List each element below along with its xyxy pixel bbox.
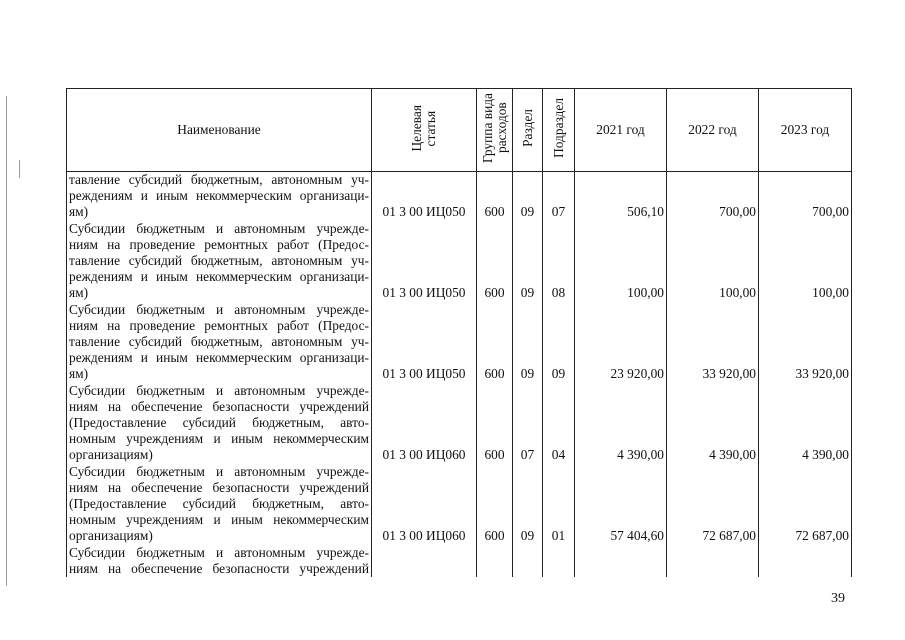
row-target-article: 01 3 00 ИЦ050 xyxy=(372,221,477,302)
row-name xyxy=(67,545,372,577)
row-section: 09 xyxy=(513,302,543,383)
row-expense-group: 600 xyxy=(477,221,513,302)
row-expense-group: 600 xyxy=(477,302,513,383)
row-name xyxy=(67,172,372,221)
row-name-line: Субсидии бюджетным и автономным учрежде- xyxy=(69,301,369,317)
row-target-article: 01 3 00 ИЦ060 xyxy=(372,383,477,464)
row-2021 xyxy=(575,545,667,577)
row-section: 07 xyxy=(513,383,543,464)
row-name-line: организациям) xyxy=(69,447,153,463)
page-number: 39 xyxy=(831,591,845,606)
table-row xyxy=(67,383,852,464)
row-name-line: реждениям и иным некоммерческим организаци- xyxy=(69,269,369,285)
table-header-row xyxy=(67,89,852,172)
row-section: 09 xyxy=(513,464,543,545)
row-name-line: Субсидии бюджетным и автономным учрежде- xyxy=(69,220,369,236)
row-name-line: ям) xyxy=(69,366,89,382)
row-2021: 57 404,60 xyxy=(575,464,667,545)
row-2022: 700,00 xyxy=(667,172,759,221)
row-name-line: Субсидии бюджетным и автономным учрежде- xyxy=(69,382,369,398)
header-section: Раздел xyxy=(513,89,543,172)
row-name-line: реждениям и иным некоммерческим организаци- xyxy=(69,188,369,204)
row-subsection: 09 xyxy=(543,302,575,383)
row-section: 09 xyxy=(513,221,543,302)
header-target-article-text: Целевая статья xyxy=(409,104,438,152)
row-expense-group: 600 xyxy=(477,464,513,545)
scan-edge-mark xyxy=(19,160,20,178)
table-row xyxy=(67,302,852,383)
row-2023: 4 390,00 xyxy=(759,383,852,464)
header-subsection: Подраздел xyxy=(543,89,575,172)
row-2022: 33 920,00 xyxy=(667,302,759,383)
row-name-line: тавление субсидий бюджетным, автономным уч- xyxy=(69,172,369,187)
row-name-line: ниям на проведение ремонтных работ (Предос- xyxy=(69,317,369,333)
row-section: 09 xyxy=(513,172,543,221)
row-name-line: ниям на обеспечение безопасности учреждений xyxy=(69,479,369,495)
header-2023: 2023 год xyxy=(759,89,852,172)
table-row xyxy=(67,545,852,577)
row-expense-group: 600 xyxy=(477,172,513,221)
row-2022 xyxy=(667,545,759,577)
header-2021: 2021 год xyxy=(575,89,667,172)
header-2022: 2022 год xyxy=(667,89,759,172)
table-row xyxy=(67,172,852,221)
row-name-line: ям) xyxy=(69,204,89,220)
row-2021: 100,00 xyxy=(575,221,667,302)
row-target-article: 01 3 00 ИЦ060 xyxy=(372,464,477,545)
row-name xyxy=(67,221,372,302)
row-2022: 4 390,00 xyxy=(667,383,759,464)
row-name-line: тавление субсидий бюджетным, автономным уч- xyxy=(69,253,369,269)
row-2023: 72 687,00 xyxy=(759,464,852,545)
row-expense-group: 600 xyxy=(477,383,513,464)
row-name xyxy=(67,302,372,383)
row-subsection: 04 xyxy=(543,383,575,464)
row-name-line: тавление субсидий бюджетным, автономным уч- xyxy=(69,334,369,350)
row-name-line: ниям на обеспечение безопасности учреждений xyxy=(69,560,369,576)
row-section xyxy=(513,545,543,577)
row-name-line: (Предоставление субсидий бюджетным, авто- xyxy=(69,415,369,431)
budget-table xyxy=(66,88,852,577)
row-subsection: 01 xyxy=(543,464,575,545)
row-target-article: 01 3 00 ИЦ050 xyxy=(372,172,477,221)
row-subsection: 07 xyxy=(543,172,575,221)
row-subsection: 08 xyxy=(543,221,575,302)
row-2023: 33 920,00 xyxy=(759,302,852,383)
row-name-line: Субсидии бюджетным и автономным учрежде- xyxy=(69,463,369,479)
table-row xyxy=(67,464,852,545)
row-name-line: номным учреждениям и иным некоммерческим xyxy=(69,431,369,447)
row-name-line: (Предоставление субсидий бюджетным, авто- xyxy=(69,496,369,512)
scan-edge-mark xyxy=(6,96,7,586)
table-row xyxy=(67,221,852,302)
row-2022: 100,00 xyxy=(667,221,759,302)
row-name-line: Субсидии бюджетным и автономным учрежде- xyxy=(69,544,369,560)
row-2023 xyxy=(759,545,852,577)
row-expense-group xyxy=(477,545,513,577)
header-name: Наименование xyxy=(67,89,372,172)
row-2021: 506,10 xyxy=(575,172,667,221)
header-expense-group-text: Группа вида расходов xyxy=(479,92,509,163)
row-2022: 72 687,00 xyxy=(667,464,759,545)
row-name-line: номным учреждениям и иным некоммерческим xyxy=(69,512,369,528)
row-name xyxy=(67,464,372,545)
row-name-line: ям) xyxy=(69,285,89,301)
row-2021: 23 920,00 xyxy=(575,302,667,383)
row-subsection xyxy=(543,545,575,577)
row-2021: 4 390,00 xyxy=(575,383,667,464)
row-target-article xyxy=(372,545,477,577)
row-name-line: организациям) xyxy=(69,528,153,544)
header-target-article xyxy=(372,89,477,172)
row-2023: 100,00 xyxy=(759,221,852,302)
row-name-line: реждениям и иным некоммерческим организаци- xyxy=(69,350,369,366)
row-name-line: ниям на обеспечение безопасности учреждений xyxy=(69,398,369,414)
row-name xyxy=(67,383,372,464)
row-target-article: 01 3 00 ИЦ050 xyxy=(372,302,477,383)
row-2023: 700,00 xyxy=(759,172,852,221)
row-name-line: ниям на проведение ремонтных работ (Предос- xyxy=(69,236,369,252)
header-expense-group xyxy=(477,89,513,172)
